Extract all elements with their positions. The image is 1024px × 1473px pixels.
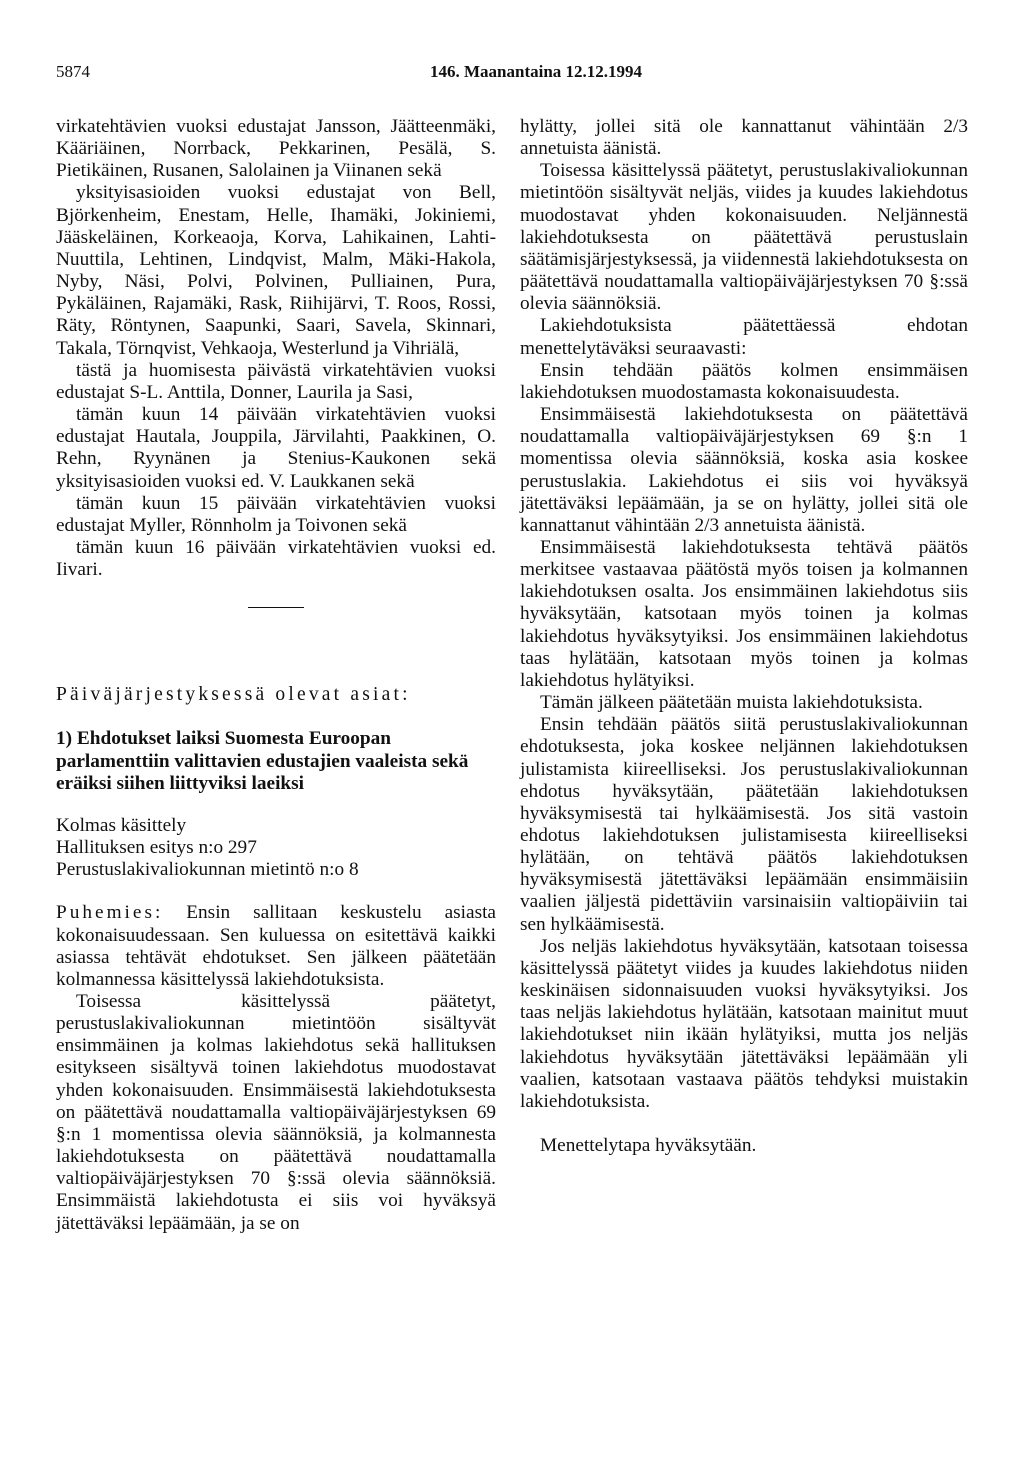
paragraph: tämän kuun 15 päivään virkatehtävien vuoksi edustajat Myller, Rönnholm ja Toivonen sekä — [56, 492, 496, 536]
paragraph: tämän kuun 14 päivään virkatehtävien vuoksi edustajat Hautala, Jouppila, Järvilahti, Paakkinen, O. Rehn, Ryynänen ja Stenius-Kaukonen sekä yksityisasioiden vuoksi ed. V. Laukkanen sekä — [56, 404, 496, 492]
paragraph: hylätty, jollei sitä ole kannattanut vähintään 2/3 annetuista äänistä. — [520, 116, 968, 160]
paragraph: Ensimmäisestä lakiehdotuksesta on päätettävä noudattamalla valtiopäiväjärjestyksen 69 §:n 1 momentissa olevia säännöksiä, koska asia koskee perustuslakia. Lakiehdotus ei siis voi hyväksyä jätettäväksi lepäämään, ja se on hylätty, jollei sitä ole kannattanut vähintään 2/3 annetuista äänistä. — [520, 404, 968, 536]
paragraph: yksityisasioiden vuoksi edustajat von Bell, Björkenheim, Enestam, Helle, Ihamäki, Jokiniemi, Jääskeläinen, Korkeaoja, Korva, Lahikainen, Lahti-Nuuttila, Lehtinen, Lindqvist, Malm, Mäki-Hakola, Nyby, Näsi, Polvi, Polvinen, Pulliainen, Pura, Pykäläinen, Rajamäki, Rask, Riihijärvi, T. Roos, Rossi, Räty, Röntynen, Saapunki, Saari, Savela, Skinnari, Takala, Törnqvist, Vehkaoja, Westerlund ja Vihriälä, — [56, 182, 496, 359]
divider — [248, 607, 304, 608]
meta-line: Hallituksen esitys n:o 297 — [56, 837, 257, 859]
paragraph: Ensin tehdään päätös siitä perustuslakivaliokunnan ehdotuksesta, joka koskee neljännen lakiehdotuksen julistamista kiireelliseksi. Jos perustuslakivaliokunnan ehdotus hyväksytään, päätetään lakiehdotuksen hyväksymisestä tai hylkäämisestä. Jos sitä vastoin ehdotus lakiehdotuksen julistamisesta kiireelliseksi hylätään, on tehtävä päätös lakiehdotuksen hyväksymisestä jätettäväksi lepäämään ensimmäisiin vaalien jäljestä pidettäviin varsinaisiin valtiopäiviin tai sen hylkäämisestä. — [520, 714, 968, 935]
header-title: 146. Maanantaina 12.12.1994 — [430, 62, 643, 81]
speaker-name: Puhemies: — [56, 902, 164, 924]
paragraph: Ensimmäisestä lakiehdotuksesta tehtävä päätös merkitsee vastaavaa päätöstä myös toisen ja kolmannen lakiehdotuksen osalta. Jos ensimmäinen lakiehdotus siis hyväksytään, katsotaan myös toinen ja kolmas lakiehdotus hyväksytyiksi. Jos ensimmäinen lakiehdotus taas hylätään, katsotaan myös toinen ja kolmas lakiehdotus hylätyiksi. — [520, 536, 968, 691]
paragraph: Toisessa käsittelyssä päätetyt, perustuslakivaliokunnan mietintöön sisältyvät ensimmäinen ja kolmas lakiehdotus sekä hallituksen esitykseen sisältyvä toinen lakiehdotus muodostavat yhden kokonaisuuden. Ensimmäisestä lakiehdotuksesta on päätettävä noudattamalla valtiopäiväjärjestyksen 69 §:n 1 momentissa olevia säännöksiä, ja kolmannesta lakiehdotuksesta on päätettävä noudattamalla valtiopäiväjärjestyksen 70 §:ssä olevia säännöksiä. Ensimmäistä lakiehdotusta ei siis voi hyväksyä jätettäväksi lepäämään, ja se on — [56, 991, 496, 1234]
paragraph: Toisessa käsittelyssä päätetyt, perustuslakivaliokunnan mietintöön sisältyvät neljäs, viides ja kuudes lakiehdotus muodostavat yhden kokonaisuuden. Neljännestä lakiehdotuksesta on päätettävä perustuslain säätämisjärjestyksessä, ja viidennestä lakiehdotuksesta on päätettävä noudattamalla valtiopäiväjärjestyksen 70 §:ssä olevia säännöksiä. — [520, 160, 968, 315]
agenda-item-title: 1) Ehdotukset laiksi Suomesta Euroopan parlamenttiin valittavien edustajien vaaleista sekä eräiksi siihen liittyviksi laeiksi — [56, 728, 469, 794]
paragraph: Ensin tehdään päätös kolmen ensimmäisen lakiehdotuksen muodostamasta kokonaisuudesta. — [520, 359, 968, 403]
paragraph: tästä ja huomisesta päivästä virkatehtävien vuoksi edustajat S-L. Anttila, Donner, Laurila ja Sasi, — [56, 359, 496, 403]
item-meta — [56, 815, 496, 881]
paragraph: Tämän jälkeen päätetään muista lakiehdotuksista. — [540, 692, 923, 714]
paragraph: Jos neljäs lakiehdotus hyväksytään, katsotaan toisessa käsittelyssä päätetyt viides ja kuudes lakiehdotus niiden keskinäisen sidonnaisuuden vuoksi hyväksytyiksi. Jos taas neljäs lakiehdotus hylätään, katsotaan mainitut muut lakiehdotukset niin ikään hylätyiksi, mutta jos neljäs lakiehdotus hyväksytään jätettäväksi lepäämään yli vaalien, katsotaan vastaava päätös tehdyksi muistakin lakiehdotuksista. — [520, 935, 968, 1112]
paragraph: Lakiehdotuksista päätettäessä ehdotan menettelytäväksi seuraavasti: — [520, 315, 968, 359]
paragraph: tämän kuun 16 päivään virkatehtävien vuoksi ed. Iivari. — [56, 536, 496, 581]
speech-text: Ensin sallitaan keskustelu asiasta kokonaisuudessaan. Sen kuluessa on esitettävä kaikki asiassa tehtävät ehdotukset. Sen jälkeen päätetään kolmannessa käsittelyssä lakiehdotuksista. — [56, 902, 496, 990]
paragraph: Menettelytapa hyväksytään. — [540, 1135, 757, 1157]
page-header — [56, 62, 968, 88]
speech-paragraph — [56, 902, 496, 991]
meta-line: Perustuslakivaliokunnan mietintö n:o 8 — [56, 859, 359, 881]
section-heading: Päiväjärjestyksessä olevat asiat: — [56, 684, 411, 706]
paragraph: virkatehtävien vuoksi edustajat Jansson, Jäätteenmäki, Kääriäinen, Norrback, Pekkarinen, Pesälä, S. Pietikäinen, Rusanen, Salolainen ja Viinanen sekä — [56, 116, 496, 182]
right-column — [520, 116, 968, 1157]
page-number: 5874 — [56, 62, 90, 81]
meta-line: Kolmas käsittely — [56, 814, 187, 836]
left-column — [56, 116, 496, 1235]
